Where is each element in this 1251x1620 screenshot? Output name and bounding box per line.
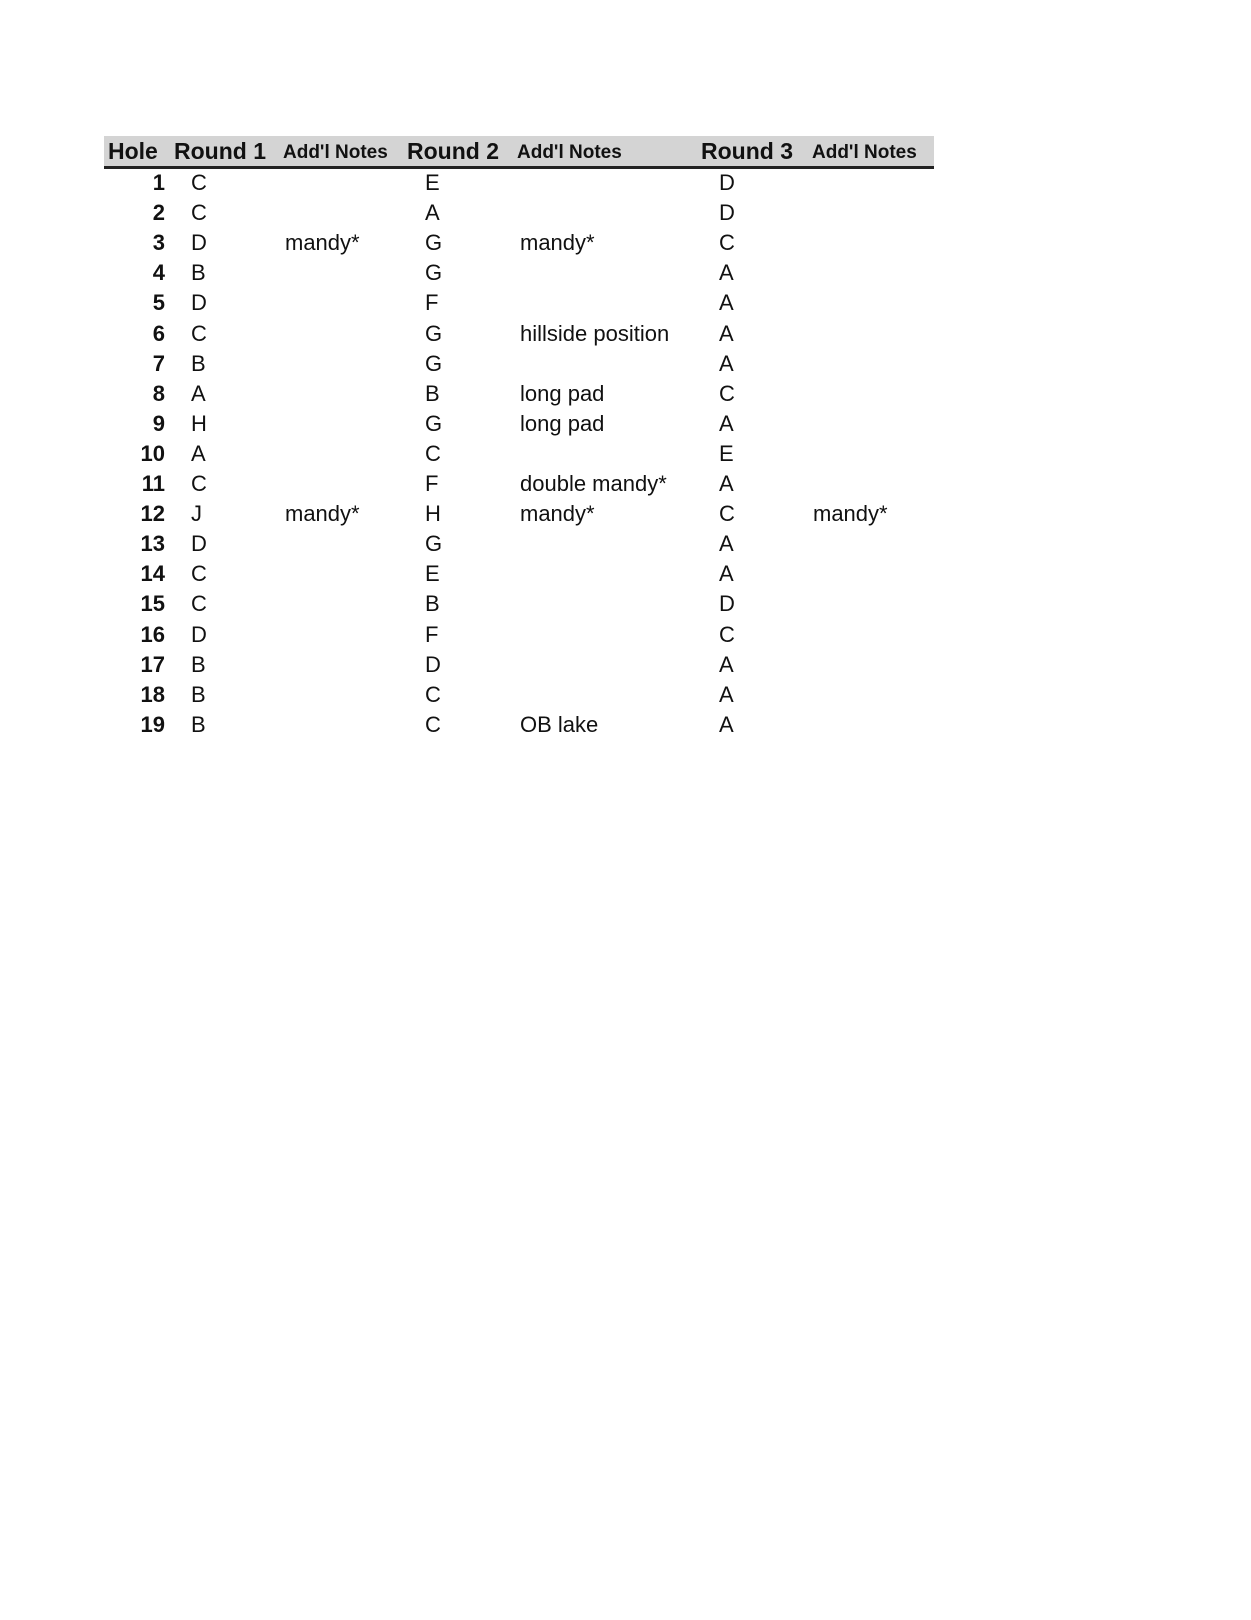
round-2-value: H bbox=[425, 501, 441, 526]
round-1-value: B bbox=[191, 652, 206, 677]
round-2-note: OB lake bbox=[520, 712, 599, 737]
header-notes-1: Add'l Notes bbox=[283, 142, 388, 163]
round-3-value: D bbox=[719, 200, 735, 225]
round-2-value: B bbox=[425, 591, 440, 616]
round-3-value: A bbox=[719, 712, 734, 737]
round-2-value: C bbox=[425, 682, 441, 707]
round-1-value: D bbox=[191, 230, 207, 255]
round-3-value: E bbox=[719, 441, 734, 466]
hole-number: 6 bbox=[152, 321, 165, 346]
round-2-value: E bbox=[425, 170, 440, 195]
round-3-value: A bbox=[719, 561, 734, 586]
hole-number: 1 bbox=[152, 170, 165, 195]
hole-number: 16 bbox=[140, 622, 165, 647]
round-3-value: D bbox=[719, 170, 735, 195]
round-1-value: C bbox=[191, 321, 207, 346]
round-1-value: B bbox=[191, 260, 206, 285]
round-3-value: D bbox=[719, 591, 735, 616]
header-round-2: Round 2 bbox=[407, 138, 499, 164]
round-1-value: B bbox=[191, 682, 206, 707]
hole-number: 11 bbox=[141, 471, 165, 496]
round-1-value: D bbox=[191, 531, 207, 556]
round-2-value: G bbox=[425, 351, 443, 376]
round-3-value: C bbox=[719, 622, 735, 647]
round-2-note: long pad bbox=[520, 411, 605, 436]
round-2-value: G bbox=[425, 230, 443, 255]
hole-number: 18 bbox=[140, 682, 165, 707]
round-1-value: H bbox=[191, 411, 207, 436]
round-2-value: F bbox=[425, 622, 439, 647]
hole-number: 10 bbox=[140, 441, 165, 466]
round-3-value: A bbox=[719, 260, 734, 285]
round-1-value: A bbox=[191, 441, 206, 466]
round-1-value: D bbox=[191, 622, 207, 647]
round-2-value: F bbox=[425, 471, 439, 496]
hole-number: 2 bbox=[152, 200, 165, 225]
round-2-note: double mandy* bbox=[520, 471, 667, 496]
round-3-value: A bbox=[719, 351, 734, 376]
round-3-value: C bbox=[719, 381, 735, 406]
hole-number: 3 bbox=[152, 230, 165, 255]
round-1-value: C bbox=[191, 591, 207, 616]
hole-number: 4 bbox=[152, 260, 165, 285]
hole-number: 8 bbox=[152, 381, 165, 406]
round-1-note: mandy* bbox=[285, 501, 360, 526]
round-3-value: A bbox=[719, 411, 734, 436]
header-round-1: Round 1 bbox=[174, 138, 266, 164]
round-2-note: mandy* bbox=[520, 230, 595, 255]
header-hole: Hole bbox=[108, 138, 158, 164]
round-2-value: E bbox=[425, 561, 440, 586]
round-1-value: B bbox=[191, 712, 206, 737]
round-3-value: A bbox=[719, 290, 734, 315]
round-2-value: G bbox=[425, 531, 443, 556]
round-1-value: D bbox=[191, 290, 207, 315]
round-3-value: A bbox=[719, 471, 734, 496]
round-1-value: C bbox=[191, 200, 207, 225]
round-1-value: C bbox=[191, 170, 207, 195]
round-3-value: C bbox=[719, 230, 735, 255]
round-1-value: A bbox=[191, 381, 206, 406]
round-2-note: hillside position bbox=[520, 321, 670, 346]
hole-number: 15 bbox=[140, 591, 165, 616]
round-2-value: B bbox=[425, 381, 440, 406]
round-3-value: A bbox=[719, 321, 734, 346]
hole-number: 9 bbox=[152, 411, 165, 436]
round-2-value: F bbox=[425, 290, 439, 315]
round-2-note: mandy* bbox=[520, 501, 595, 526]
round-2-value: C bbox=[425, 712, 441, 737]
round-1-value: B bbox=[191, 351, 206, 376]
round-2-note: long pad bbox=[520, 381, 605, 406]
round-2-value: G bbox=[425, 260, 443, 285]
round-2-value: C bbox=[425, 441, 441, 466]
hole-number: 19 bbox=[140, 712, 165, 737]
hole-number: 7 bbox=[152, 351, 165, 376]
hole-number: 12 bbox=[140, 501, 165, 526]
hole-number: 13 bbox=[140, 531, 165, 556]
round-1-value: J bbox=[191, 501, 202, 526]
round-2-value: D bbox=[425, 652, 441, 677]
hole-number: 17 bbox=[140, 652, 165, 677]
round-2-value: A bbox=[425, 200, 440, 225]
round-2-value: G bbox=[425, 411, 443, 436]
round-1-value: C bbox=[191, 561, 207, 586]
hole-number: 14 bbox=[140, 561, 165, 586]
round-3-value: A bbox=[719, 531, 734, 556]
round-1-value: C bbox=[191, 471, 207, 496]
round-3-note: mandy* bbox=[813, 501, 888, 526]
round-2-value: G bbox=[425, 321, 443, 346]
round-3-value: C bbox=[719, 501, 735, 526]
header-round-3: Round 3 bbox=[701, 138, 793, 164]
round-1-note: mandy* bbox=[285, 230, 360, 255]
header-notes-2: Add'l Notes bbox=[517, 142, 622, 163]
round-3-value: A bbox=[719, 652, 734, 677]
round-3-value: A bbox=[719, 682, 734, 707]
hole-number: 5 bbox=[152, 290, 165, 315]
header-notes-3: Add'l Notes bbox=[812, 142, 917, 163]
